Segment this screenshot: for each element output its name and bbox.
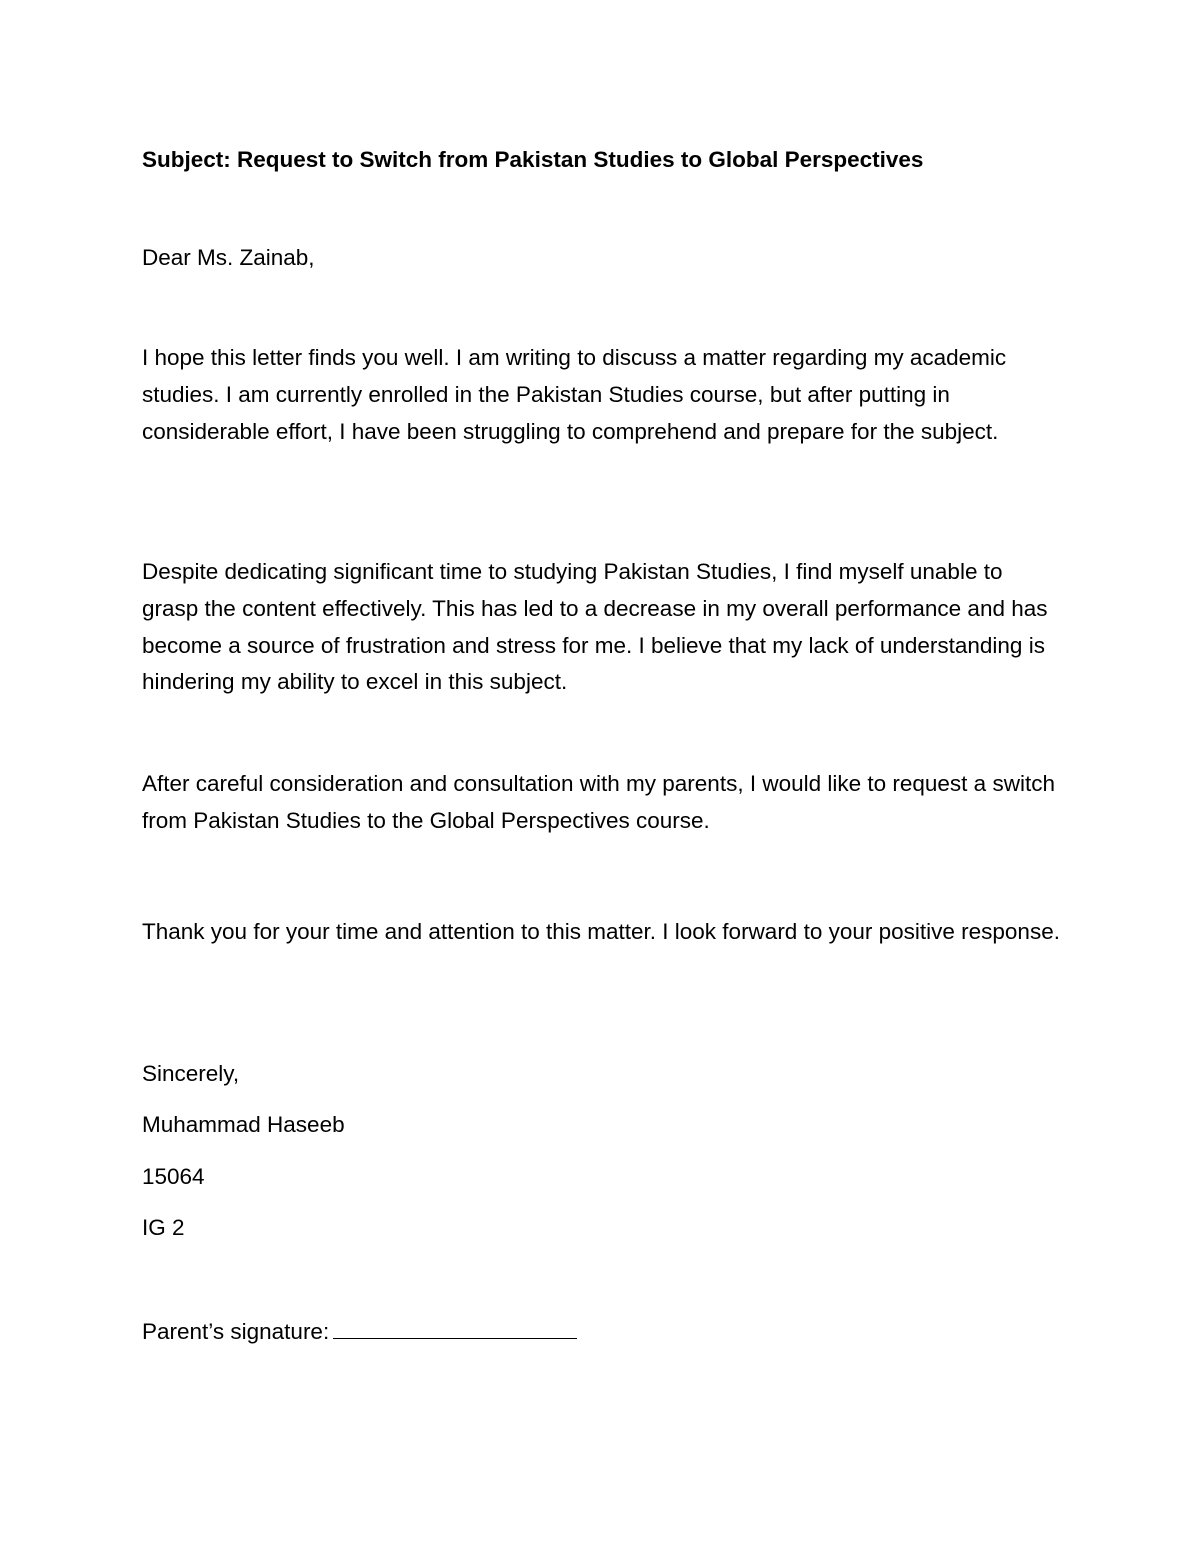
parent-signature-label: Parent’s signature: (142, 1319, 330, 1344)
letter-paragraph-2: Despite dedicating significant time to studying Pakistan Studies, I find myself unable to grasp the content effectively. This has led to a decrease in my overall performance and has become a source of frustration and stress for me. I believe that my lack of understanding is hindering my ability to excel in this subject. (142, 559, 1048, 695)
parent-signature-row (142, 1318, 577, 1345)
letter-paragraph-4: Thank you for your time and attention to this matter. I look forward to your positive response. (142, 919, 1060, 944)
letter-paragraph-3: After careful consideration and consultation with my parents, I would like to request a switch from Pakistan Studies to the Global Perspectives course. (142, 771, 1055, 833)
sender-name: Muhammad Haseeb (142, 1112, 345, 1137)
letter-paragraph-1: I hope this letter finds you well. I am writing to discuss a matter regarding my academic studies. I am currently enrolled in the Pakistan Studies course, but after putting in considerable effort, I have been struggling to comprehend and prepare for the subject. (142, 345, 1007, 444)
sender-class: IG 2 (142, 1215, 185, 1240)
signature-blank-line (333, 1318, 577, 1339)
sender-id: 15064 (142, 1164, 205, 1189)
letter-subject: Subject: Request to Switch from Pakistan Studies to Global Perspectives (142, 147, 924, 172)
letter-closing: Sincerely, (142, 1061, 240, 1086)
letter-greeting: Dear Ms. Zainab, (142, 245, 315, 270)
